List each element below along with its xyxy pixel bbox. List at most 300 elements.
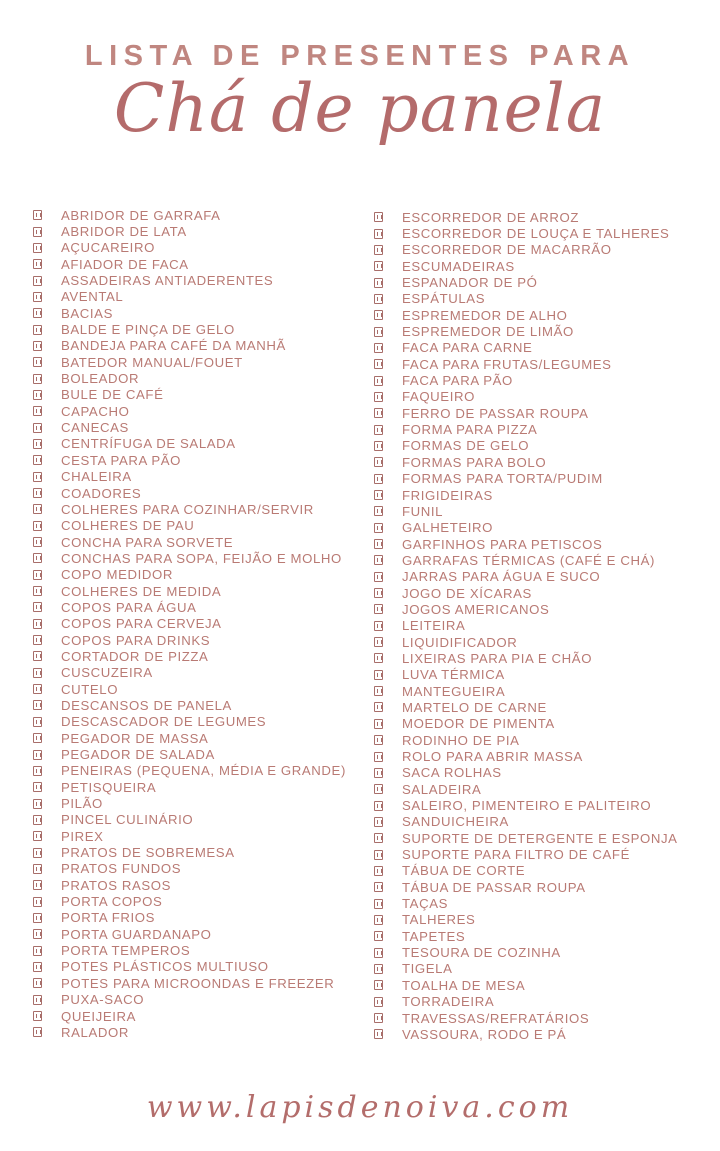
- checkbox-icon: [33, 586, 42, 596]
- list-item-label: CONCHAS PARA SOPA, FEIJÃO E MOLHO: [61, 550, 342, 566]
- list-item: [33, 469, 346, 485]
- list-item: [33, 763, 346, 779]
- list-item-label: SACA ROLHAS: [402, 765, 502, 781]
- list-item: [33, 436, 346, 452]
- checkbox-icon: [33, 651, 42, 661]
- checkbox-icon: [374, 686, 383, 696]
- list-item: [374, 683, 678, 699]
- list-item-label: QUEIJEIRA: [61, 1008, 137, 1024]
- list-item: [33, 567, 346, 583]
- list-item-label: JOGO DE XÍCARAS: [402, 585, 532, 601]
- checkbox-icon: [374, 702, 383, 712]
- checkbox-icon: [374, 294, 383, 304]
- list-item: [374, 389, 678, 405]
- checkbox-icon: [374, 229, 383, 239]
- checkbox-icon: [374, 980, 383, 990]
- checkbox-icon: [374, 719, 383, 729]
- checkbox-icon: [33, 946, 42, 956]
- list-item-label: FUNIL: [402, 503, 444, 519]
- list-item-label: COPOS PARA DRINKS: [61, 632, 211, 648]
- list-item-label: BALDE E PINÇA DE GELO: [61, 322, 235, 338]
- checkbox-icon: [374, 850, 383, 860]
- checkbox-icon: [33, 1027, 42, 1037]
- checkbox-icon: [33, 619, 42, 629]
- checkbox-icon: [374, 833, 383, 843]
- checkbox-icon: [33, 750, 42, 760]
- list-item: [33, 616, 346, 632]
- checkbox-icon: [33, 390, 42, 400]
- list-item: [33, 272, 346, 288]
- list-item: [33, 893, 346, 909]
- checkbox-icon: [374, 506, 383, 516]
- list-item-label: ESCORREDOR DE ARROZ: [402, 209, 579, 225]
- list-item-label: AFIADOR DE FACA: [61, 256, 189, 272]
- list-item: [374, 797, 678, 813]
- list-item: [33, 501, 346, 517]
- checkbox-icon: [374, 539, 383, 549]
- list-item: [33, 812, 346, 828]
- page-title: Chá de panela: [113, 70, 607, 147]
- list-item-label: PENEIRAS (PEQUENA, MÉDIA E GRANDE): [61, 763, 346, 779]
- list-item-label: PILÃO: [61, 796, 103, 812]
- checkbox-icon: [33, 766, 42, 776]
- list-item: [33, 223, 346, 239]
- checkbox-icon: [33, 848, 42, 858]
- list-item: [33, 992, 346, 1008]
- checkbox-icon: [374, 948, 383, 958]
- list-item: [374, 977, 678, 993]
- list-item-label: TORRADEIRA: [402, 994, 495, 1010]
- list-item: [33, 305, 346, 321]
- checkbox-icon: [33, 668, 42, 678]
- list-item-label: JOGOS AMERICANOS: [402, 601, 550, 617]
- checkbox-icon: [374, 327, 383, 337]
- list-item: [374, 781, 678, 797]
- list-item: [33, 844, 346, 860]
- list-item-label: CONCHA PARA SORVETE: [61, 534, 234, 550]
- checkbox-icon: [33, 1011, 42, 1021]
- list-item: [374, 340, 678, 356]
- list-item: [374, 487, 678, 503]
- list-item: [374, 634, 678, 650]
- checkbox-icon: [33, 472, 42, 482]
- checkbox-icon: [33, 276, 42, 286]
- list-item-label: PUXA-SACO: [61, 992, 145, 1008]
- checkbox-icon: [33, 259, 42, 269]
- checkbox-icon: [33, 308, 42, 318]
- list-item: [33, 387, 346, 403]
- list-item: [374, 699, 678, 715]
- list-item-label: FRIGIDEIRAS: [402, 487, 493, 503]
- list-item-label: FORMAS DE GELO: [402, 438, 530, 454]
- list-item: [374, 765, 678, 781]
- list-item-label: TIGELA: [402, 961, 453, 977]
- list-item: [374, 454, 678, 470]
- list-item-label: PRATOS RASOS: [61, 877, 172, 893]
- checkbox-icon: [374, 555, 383, 565]
- checkbox-icon: [33, 880, 42, 890]
- list-item: [374, 814, 678, 830]
- list-item: [33, 534, 346, 550]
- list-item: [374, 944, 678, 960]
- checkbox-icon: [374, 735, 383, 745]
- list-item: [374, 569, 678, 585]
- checkbox-icon: [374, 278, 383, 288]
- list-item-label: TÁBUA DE PASSAR ROUPA: [402, 879, 586, 895]
- website-url: www.lapisdenoiva.com: [146, 1090, 574, 1125]
- list-item: [33, 795, 346, 811]
- list-item: [374, 323, 678, 339]
- list-item-label: BANDEJA PARA CAFÉ DA MANHÃ: [61, 338, 286, 354]
- checkbox-icon: [374, 425, 383, 435]
- list-item-label: TRAVESSAS/REFRATÁRIOS: [402, 1010, 590, 1026]
- checkbox-icon: [374, 801, 383, 811]
- list-item: [374, 258, 678, 274]
- list-item-label: ESPREMEDOR DE LIMÃO: [402, 324, 574, 340]
- list-item: [374, 601, 678, 617]
- list-item-label: ASSADEIRAS ANTIADERENTES: [61, 273, 274, 289]
- list-item: [33, 665, 346, 681]
- checkbox-icon: [374, 245, 383, 255]
- list-item: [33, 779, 346, 795]
- list-item: [33, 910, 346, 926]
- checkbox-icon: [374, 408, 383, 418]
- list-item: [374, 225, 678, 241]
- checkbox-icon: [33, 897, 42, 907]
- checkbox-icon: [33, 325, 42, 335]
- list-item-label: ABRIDOR DE LATA: [61, 224, 187, 240]
- list-item: [33, 207, 346, 223]
- list-item: [33, 959, 346, 975]
- checkbox-icon: [374, 899, 383, 909]
- list-item-label: MARTELO DE CARNE: [402, 699, 547, 715]
- list-item-label: SUPORTE PARA FILTRO DE CAFÉ: [402, 847, 630, 863]
- list-item: [374, 863, 678, 879]
- checkbox-icon: [33, 995, 42, 1005]
- list-item: [33, 518, 346, 534]
- list-item-label: FACA PARA FRUTAS/LEGUMES: [402, 356, 612, 372]
- checkbox-icon: [374, 1029, 383, 1039]
- list-item-label: SALEIRO, PIMENTEIRO E PALITEIRO: [402, 798, 652, 814]
- list-item-label: ESCORREDOR DE LOUÇA E TALHERES: [402, 226, 670, 242]
- checkbox-icon: [374, 343, 383, 353]
- list-item-label: JARRAS PARA ÁGUA E SUCO: [402, 569, 601, 585]
- list-item: [374, 372, 678, 388]
- list-item-label: SANDUICHEIRA: [402, 814, 509, 830]
- list-item: [374, 895, 678, 911]
- list-item: [33, 583, 346, 599]
- list-item-label: AÇUCAREIRO: [61, 240, 155, 256]
- list-item-label: PINCEL CULINÁRIO: [61, 812, 194, 828]
- list-item: [374, 471, 678, 487]
- list-item: [33, 289, 346, 305]
- checkbox-icon: [33, 831, 42, 841]
- list-item-label: CORTADOR DE PIZZA: [61, 648, 209, 664]
- list-item: [374, 879, 678, 895]
- list-item-label: MANTEGUEIRA: [402, 683, 506, 699]
- list-item-label: ESCUMADEIRAS: [402, 258, 515, 274]
- list-item-label: ESCORREDOR DE MACARRÃO: [402, 242, 612, 258]
- checkbox-icon: [33, 488, 42, 498]
- list-item-label: TAÇAS: [402, 896, 448, 912]
- list-item-label: PRATOS FUNDOS: [61, 861, 182, 877]
- list-item-label: PORTA FRIOS: [61, 910, 156, 926]
- checkbox-icon: [33, 292, 42, 302]
- list-item: [33, 550, 346, 566]
- list-item-label: MOEDOR DE PIMENTA: [402, 716, 555, 732]
- list-item: [33, 485, 346, 501]
- checkbox-icon: [33, 504, 42, 514]
- list-item: [374, 748, 678, 764]
- list-item: [374, 405, 678, 421]
- checkbox-icon: [374, 915, 383, 925]
- list-item-label: DESCASCADOR DE LEGUMES: [61, 714, 267, 730]
- checkbox-icon: [374, 392, 383, 402]
- checkbox-icon: [374, 490, 383, 500]
- list-item-label: ESPÁTULAS: [402, 291, 486, 307]
- list-item: [374, 928, 678, 944]
- list-item-label: CANECAS: [61, 420, 129, 436]
- list-item-label: BATEDOR MANUAL/FOUET: [61, 354, 243, 370]
- list-item: [33, 926, 346, 942]
- list-item: [374, 291, 678, 307]
- checkbox-icon: [374, 359, 383, 369]
- list-item: [33, 697, 346, 713]
- list-item: [374, 552, 678, 568]
- list-item-label: CUTELO: [61, 681, 119, 697]
- list-item: [33, 730, 346, 746]
- list-item-label: TAPETES: [402, 928, 466, 944]
- list-item-label: SALADEIRA: [402, 781, 482, 797]
- checkbox-icon: [374, 817, 383, 827]
- list-item-label: BACIAS: [61, 305, 113, 321]
- list-item-label: TESOURA DE COZINHA: [402, 945, 561, 961]
- checkbox-icon: [374, 768, 383, 778]
- list-item-label: PORTA TEMPEROS: [61, 943, 191, 959]
- list-item: [374, 846, 678, 862]
- list-item-label: GARRAFAS TÉRMICAS (CAFÉ E CHÁ): [402, 552, 655, 568]
- list-item-label: VASSOURA, RODO E PÁ: [402, 1026, 567, 1042]
- list-item-label: COLHERES DE MEDIDA: [61, 583, 222, 599]
- list-item: [33, 256, 346, 272]
- list-item: [374, 585, 678, 601]
- list-item: [33, 681, 346, 697]
- list-item: [374, 438, 678, 454]
- list-item: [33, 240, 346, 256]
- checkbox-icon: [374, 637, 383, 647]
- checkbox-icon: [374, 882, 383, 892]
- list-item-label: POTES PLÁSTICOS MULTIUSO: [61, 959, 269, 975]
- list-item: [33, 321, 346, 337]
- list-item-label: COLHERES DE PAU: [61, 518, 195, 534]
- list-item-label: DESCANSOS DE PANELA: [61, 697, 232, 713]
- list-item-label: SUPORTE DE DETERGENTE E ESPONJA: [402, 830, 678, 846]
- list-item: [374, 1026, 678, 1042]
- list-item: [374, 912, 678, 928]
- list-item-label: BOLEADOR: [61, 371, 140, 387]
- list-item: [374, 520, 678, 536]
- checkbox-icon: [33, 815, 42, 825]
- list-item: [374, 1010, 678, 1026]
- list-item-label: COPOS PARA ÁGUA: [61, 599, 197, 615]
- list-item: [33, 746, 346, 762]
- list-item: [33, 942, 346, 958]
- checkbox-icon: [33, 929, 42, 939]
- checkbox-icon: [374, 376, 383, 386]
- checkbox-icon: [374, 604, 383, 614]
- list-item: [374, 356, 678, 372]
- gift-list-left-column: [33, 207, 346, 1041]
- checkbox-icon: [33, 962, 42, 972]
- list-item-label: CUSCUZEIRA: [61, 665, 153, 681]
- checkbox-icon: [33, 406, 42, 416]
- list-item-label: PEGADOR DE SALADA: [61, 747, 215, 763]
- list-item: [33, 599, 346, 615]
- list-item: [33, 648, 346, 664]
- checkbox-icon: [374, 653, 383, 663]
- list-item-label: ESPANADOR DE PÓ: [402, 275, 538, 291]
- list-item: [33, 861, 346, 877]
- list-item: [374, 830, 678, 846]
- checkbox-icon: [33, 717, 42, 727]
- checkbox-icon: [374, 310, 383, 320]
- list-item-label: CHALEIRA: [61, 469, 132, 485]
- list-item: [33, 714, 346, 730]
- list-item-label: CAPACHO: [61, 403, 130, 419]
- list-item-label: PORTA GUARDANAPO: [61, 926, 212, 942]
- list-item: [374, 242, 678, 258]
- list-item-label: FERRO DE PASSAR ROUPA: [402, 405, 589, 421]
- checkbox-icon: [33, 341, 42, 351]
- list-item: [374, 618, 678, 634]
- list-item-label: LUVA TÉRMICA: [402, 667, 505, 683]
- list-item-label: FAQUEIRO: [402, 389, 475, 405]
- list-item: [374, 732, 678, 748]
- checkbox-icon: [374, 457, 383, 467]
- list-item-label: COPO MEDIDOR: [61, 567, 173, 583]
- list-item-label: GALHETEIRO: [402, 520, 494, 536]
- list-item-label: BULE DE CAFÉ: [61, 387, 164, 403]
- list-item-label: COLHERES PARA COZINHAR/SERVIR: [61, 501, 314, 517]
- checkbox-icon: [374, 261, 383, 271]
- list-item: [374, 650, 678, 666]
- list-item: [33, 419, 346, 435]
- checkbox-icon: [33, 782, 42, 792]
- list-heading: LISTA DE PRESENTES PARA: [84, 40, 636, 72]
- list-item-label: PIREX: [61, 828, 104, 844]
- list-item-label: CENTRÍFUGA DE SALADA: [61, 436, 236, 452]
- checkbox-icon: [33, 635, 42, 645]
- checkbox-icon: [374, 588, 383, 598]
- list-item: [33, 975, 346, 991]
- list-item-label: ESPREMEDOR DE ALHO: [402, 307, 568, 323]
- list-item-label: PORTA COPOS: [61, 894, 163, 910]
- checkbox-icon: [33, 423, 42, 433]
- list-item: [33, 1008, 346, 1024]
- list-item-label: PETISQUEIRA: [61, 779, 157, 795]
- checkbox-icon: [33, 700, 42, 710]
- checkbox-icon: [33, 455, 42, 465]
- checkbox-icon: [33, 570, 42, 580]
- checkbox-icon: [374, 866, 383, 876]
- list-item-label: LIXEIRAS PARA PIA E CHÃO: [402, 650, 593, 666]
- checkbox-icon: [33, 864, 42, 874]
- list-item: [33, 632, 346, 648]
- checkbox-icon: [374, 997, 383, 1007]
- list-item: [33, 403, 346, 419]
- checkbox-icon: [374, 621, 383, 631]
- list-item-label: TOALHA DE MESA: [402, 977, 526, 993]
- checkbox-icon: [33, 684, 42, 694]
- list-item: [374, 667, 678, 683]
- list-item: [33, 877, 346, 893]
- checkbox-icon: [33, 210, 42, 220]
- list-item: [374, 994, 678, 1010]
- list-item: [374, 536, 678, 552]
- list-item: [33, 828, 346, 844]
- list-item-label: ABRIDOR DE GARRAFA: [61, 207, 221, 223]
- checkbox-icon: [374, 474, 383, 484]
- checkbox-icon: [374, 441, 383, 451]
- checkbox-icon: [33, 243, 42, 253]
- gift-list-right-column: [374, 209, 678, 1043]
- checkbox-icon: [33, 602, 42, 612]
- checkbox-icon: [374, 1013, 383, 1023]
- list-item: [374, 503, 678, 519]
- list-item: [374, 961, 678, 977]
- list-item-label: COADORES: [61, 485, 142, 501]
- list-item-label: AVENTAL: [61, 289, 124, 305]
- list-item-label: COPOS PARA CERVEJA: [61, 616, 222, 632]
- checkbox-icon: [33, 227, 42, 237]
- list-item-label: RALADOR: [61, 1024, 129, 1040]
- list-item-label: PEGADOR DE MASSA: [61, 730, 209, 746]
- checkbox-icon: [374, 523, 383, 533]
- list-item: [374, 274, 678, 290]
- checkbox-icon: [374, 964, 383, 974]
- list-item: [33, 1024, 346, 1040]
- checkbox-icon: [374, 670, 383, 680]
- checkbox-icon: [33, 733, 42, 743]
- list-item-label: FORMAS PARA TORTA/PUDIM: [402, 471, 603, 487]
- list-item: [33, 370, 346, 386]
- checkbox-icon: [33, 374, 42, 384]
- checkbox-icon: [374, 212, 383, 222]
- checkbox-icon: [374, 752, 383, 762]
- checkbox-icon: [33, 537, 42, 547]
- list-item-label: LIQUIDIFICADOR: [402, 634, 518, 650]
- list-item: [33, 354, 346, 370]
- list-item-label: RODINHO DE PIA: [402, 732, 520, 748]
- list-item: [374, 716, 678, 732]
- list-item-label: PRATOS DE SOBREMESA: [61, 845, 235, 861]
- list-item-label: TALHERES: [402, 912, 476, 928]
- checkbox-icon: [374, 572, 383, 582]
- list-item: [374, 421, 678, 437]
- list-item-label: LEITEIRA: [402, 618, 466, 634]
- list-item: [374, 209, 678, 225]
- list-item-label: POTES PARA MICROONDAS E FREEZER: [61, 975, 335, 991]
- list-item: [374, 307, 678, 323]
- checkbox-icon: [33, 799, 42, 809]
- checkbox-icon: [33, 913, 42, 923]
- checkbox-icon: [374, 784, 383, 794]
- checkbox-icon: [374, 931, 383, 941]
- list-item-label: FACA PARA CARNE: [402, 340, 533, 356]
- checkbox-icon: [33, 521, 42, 531]
- list-item-label: CESTA PARA PÃO: [61, 452, 182, 468]
- checkbox-icon: [33, 439, 42, 449]
